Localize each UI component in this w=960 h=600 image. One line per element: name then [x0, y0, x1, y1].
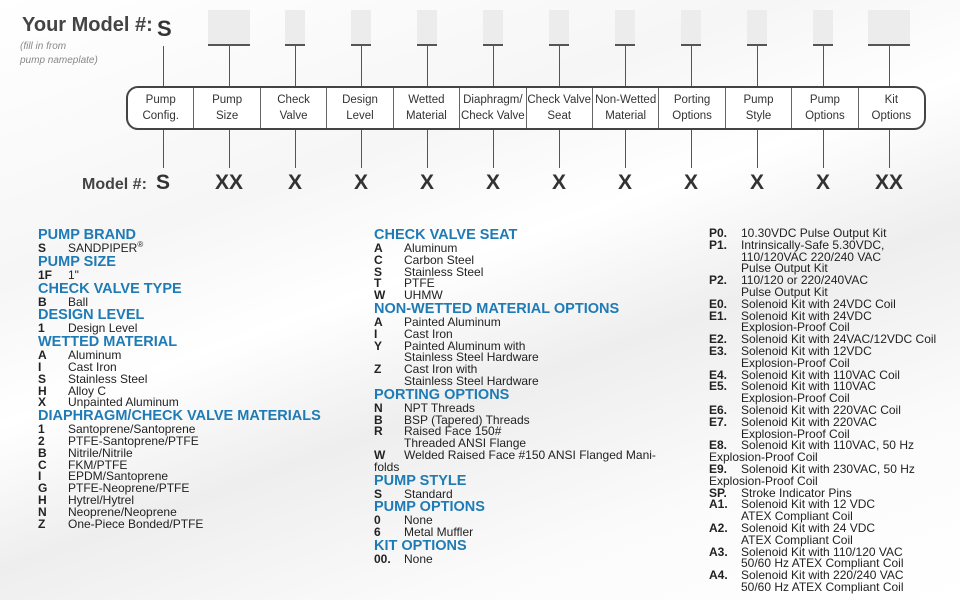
field-label-line-2: Options — [672, 110, 712, 122]
model-code: X — [287, 171, 302, 194]
field-cell — [859, 88, 924, 128]
option-desc: Stainless Steel Hardware — [404, 350, 539, 365]
field-label-line-1: Pump — [145, 94, 176, 106]
option-desc: Carbon Steel — [404, 252, 475, 267]
kit-option-code: A2. — [709, 520, 728, 535]
field-label — [277, 92, 310, 124]
model-code: X — [815, 171, 830, 194]
option-code: B — [38, 294, 47, 309]
option-row — [374, 373, 694, 388]
kit-option-desc: Solenoid Kit with 110VAC, 50 Hz — [741, 438, 914, 453]
option-desc: Aluminum — [68, 348, 122, 363]
kit-option-desc: Explosion-Proof Coil — [741, 391, 850, 406]
option-code: I — [38, 359, 42, 374]
kit-option-code: E0. — [709, 296, 728, 311]
model-field-bar — [126, 86, 926, 130]
option-desc: PTFE-Santoprene/PTFE — [68, 433, 199, 448]
option-desc: PTFE — [404, 276, 435, 291]
kit-option-desc: 110/120VAC 220/240 VAC — [741, 249, 882, 264]
option-desc: 1" — [68, 267, 79, 282]
option-code: B — [374, 412, 383, 427]
kit-option-desc: Solenoid Kit with 24VAC/12VDC Coil — [741, 332, 937, 347]
option-code: 1 — [38, 321, 45, 336]
field-label — [406, 92, 447, 124]
connector-line-top — [625, 46, 626, 86]
connector-line-bottom — [163, 130, 164, 168]
option-desc: Cast Iron — [404, 326, 453, 341]
field-label-line-1: Kit — [884, 94, 899, 106]
connector-line-top — [163, 46, 164, 86]
field-cell — [327, 88, 393, 128]
option-code: T — [374, 276, 382, 291]
field-label-line-1: Check — [277, 94, 310, 106]
field-label — [595, 92, 656, 124]
option-code: N — [374, 400, 383, 415]
option-code: A — [38, 348, 47, 363]
option-code: C — [38, 457, 47, 472]
section-title: KIT OPTIONS — [374, 537, 467, 554]
option-desc: Painted Aluminum with — [404, 338, 526, 353]
model-code: X — [617, 171, 632, 194]
section-title: PUMP OPTIONS — [374, 499, 485, 516]
option-desc: Welded Raised Face #150 ANSI Flanged Mani- — [404, 447, 656, 462]
option-code: C — [374, 252, 383, 267]
field-label-line-2: Level — [346, 110, 374, 122]
option-code: 1 — [38, 422, 45, 437]
fill-note — [20, 40, 98, 68]
option-desc: Stainless Steel — [68, 371, 148, 386]
option-code: A — [374, 241, 383, 255]
field-label — [212, 92, 242, 124]
kit-option-desc: Solenoid Kit with 220VAC — [741, 414, 877, 429]
connector-line-top — [559, 46, 560, 86]
kit-option-wrap-text: Explosion-Proof Coil — [709, 473, 818, 488]
field-cell — [659, 88, 725, 128]
option-code: N — [38, 504, 47, 519]
field-label-line-1: Design — [342, 94, 378, 106]
field-label-line-1: Porting — [673, 94, 711, 106]
option-desc: Cast Iron with — [404, 362, 478, 377]
field-cell — [194, 88, 260, 128]
field-label-line-1: Pump — [809, 94, 840, 106]
kit-option-code: P0. — [709, 226, 728, 240]
option-code: G — [38, 481, 48, 496]
option-row — [38, 516, 338, 531]
option-desc: None — [404, 513, 433, 528]
field-cell — [460, 88, 526, 128]
option-desc: SANDPIPER® — [68, 240, 144, 255]
kit-option-desc: Explosion-Proof Coil — [741, 320, 850, 335]
model-slot[interactable] — [483, 10, 503, 46]
section-title: PUMP BRAND — [38, 227, 137, 243]
option-desc: None — [404, 551, 433, 566]
model-slot[interactable] — [549, 10, 569, 46]
model-slot[interactable] — [417, 10, 437, 46]
field-label-line-2: Options — [805, 110, 845, 122]
kit-option-code: SP. — [709, 485, 727, 500]
option-code: S — [38, 241, 47, 255]
option-code: H — [38, 383, 47, 398]
option-desc: Metal Muffler — [404, 525, 474, 540]
kit-option-desc: Pulse Output Kit — [741, 284, 828, 299]
connector-line-bottom — [823, 130, 824, 168]
kit-option-desc: Solenoid Kit with 24VDC Coil — [741, 296, 896, 311]
model-slot[interactable] — [747, 10, 767, 46]
field-label-line-2: Size — [215, 110, 239, 122]
section-title: PUMP STYLE — [374, 472, 467, 489]
connector-line-bottom — [559, 130, 560, 168]
kit-option-desc: Explosion-Proof Coil — [741, 426, 850, 441]
model-number-label: Model #: — [82, 176, 147, 193]
kit-option-desc: 50/60 Hz ATEX Compliant Coil — [741, 579, 904, 594]
model-slot[interactable] — [351, 10, 371, 46]
field-cell — [593, 88, 659, 128]
kit-option-desc: Solenoid Kit with 220/240 VAC — [741, 568, 904, 583]
your-model-title: Your Model #: — [22, 14, 153, 36]
option-desc: Alloy C — [68, 383, 107, 398]
field-label-line-1: Wetted — [408, 94, 445, 106]
kit-option-code: E4. — [709, 367, 728, 382]
model-slot[interactable] — [208, 10, 250, 46]
model-code: X — [749, 171, 764, 194]
kit-option-code: E9. — [709, 461, 728, 476]
registered-mark: ® — [137, 240, 144, 249]
section-title: PUMP SIZE — [38, 253, 116, 270]
field-label-line-2: Config. — [142, 110, 179, 122]
kit-option-code: E7. — [709, 414, 728, 429]
kit-option-desc: Stroke Indicator Pins — [741, 485, 852, 500]
option-desc: EPDM/Santoprene — [68, 469, 169, 484]
field-label — [142, 92, 178, 124]
connector-line-bottom — [295, 130, 296, 168]
connector-line-top — [295, 46, 296, 86]
connector-line-top — [757, 46, 758, 86]
field-label — [461, 92, 525, 124]
kit-option-desc: Solenoid Kit with 110/120 VAC — [741, 544, 903, 559]
field-label-line-2: Seat — [547, 110, 572, 122]
section-title: CHECK VALVE SEAT — [374, 227, 518, 243]
field-label-line-1: Pump — [212, 94, 243, 106]
connector-line-top — [493, 46, 494, 86]
field-label-line-2: Material — [605, 110, 647, 122]
option-code: S — [38, 371, 47, 386]
field-cell — [394, 88, 460, 128]
field-cell — [726, 88, 792, 128]
option-code: W — [374, 447, 386, 462]
option-code: S — [374, 264, 383, 279]
kit-option-desc: 50/60 Hz ATEX Compliant Coil — [741, 556, 904, 571]
kit-option-desc: Solenoid Kit with 12 VDC — [741, 497, 876, 512]
field-label-line-1: Non-Wetted — [595, 94, 657, 106]
option-row — [38, 267, 338, 282]
option-code: W — [374, 288, 386, 303]
model-code: XX — [874, 171, 903, 194]
option-code: Y — [374, 338, 383, 353]
field-label-line-2: Options — [871, 110, 912, 122]
field-label — [872, 92, 912, 124]
model-code: X — [353, 171, 368, 194]
kit-option-desc: Solenoid Kit with 24VDC — [741, 308, 872, 323]
option-code: S — [374, 486, 383, 501]
kit-option-desc: ATEX Compliant Coil — [741, 532, 853, 547]
field-label-line-2: Check Valve — [460, 110, 525, 122]
option-desc: Nitrile/Nitrile — [68, 445, 133, 460]
kit-option-code: A3. — [709, 544, 728, 559]
kit-option-desc: Solenoid Kit with 110VAC Coil — [741, 367, 900, 382]
connector-line-bottom — [493, 130, 494, 168]
option-desc: Hytrel/Hytrel — [68, 492, 135, 507]
kit-option-code: E3. — [709, 343, 728, 358]
kit-option-desc: Solenoid Kit with 230VAC, 50 Hz — [741, 461, 915, 476]
section-title: DESIGN LEVEL — [38, 307, 145, 324]
option-code: H — [38, 492, 47, 507]
model-slot[interactable] — [681, 10, 701, 46]
connector-line-top — [427, 46, 428, 86]
option-row — [374, 447, 694, 462]
option-desc: Raised Face 150# — [404, 424, 502, 439]
kit-option-desc: Explosion-Proof Coil — [741, 355, 850, 370]
field-cell — [792, 88, 858, 128]
connector-line-bottom — [361, 130, 362, 168]
section-title: NON-WETTED MATERIAL OPTIONS — [374, 300, 620, 317]
option-code: 00. — [374, 551, 391, 566]
kit-option-code: E2. — [709, 332, 728, 347]
option-code: 0 — [374, 513, 381, 528]
left-options-column — [38, 228, 338, 530]
option-code: 2 — [38, 433, 45, 448]
middle-options-column — [374, 228, 694, 566]
model-slot[interactable] — [285, 10, 305, 46]
connector-line-bottom — [757, 130, 758, 168]
model-slot[interactable] — [615, 10, 635, 46]
connector-line-top — [361, 46, 362, 86]
option-desc: Neoprene/Neoprene — [68, 504, 177, 519]
field-label-line-2: Material — [405, 110, 447, 122]
section-title: DIAPHRAGM/CHECK VALVE MATERIALS — [38, 408, 321, 425]
section-title: CHECK VALVE TYPE — [38, 280, 182, 297]
kit-option-code: E1. — [709, 308, 728, 323]
kit-option-code — [709, 252, 741, 264]
option-code — [374, 376, 404, 388]
connector-line-top — [229, 46, 230, 86]
model-slot[interactable] — [813, 10, 833, 46]
option-desc: UHMW — [404, 288, 443, 303]
kit-option-wrap-text: Explosion-Proof Coil — [709, 450, 818, 465]
section-title: WETTED MATERIAL — [38, 334, 178, 351]
model-code: X — [683, 171, 698, 194]
kit-option-code: P2. — [709, 273, 728, 288]
option-desc: Stainless Steel Hardware — [404, 373, 539, 388]
option-code: I — [374, 326, 378, 341]
field-label-line-1: Diaphragm/ — [463, 94, 523, 106]
fill-note-line-2: pump nameplate) — [20, 55, 98, 66]
connector-line-top — [889, 46, 890, 86]
field-label — [743, 92, 773, 124]
option-desc: Painted Aluminum — [404, 314, 501, 329]
option-desc: Cast Iron — [68, 359, 117, 374]
option-desc: NPT Threads — [404, 400, 475, 415]
option-code: A — [374, 314, 383, 329]
model-code: XX — [214, 171, 243, 194]
kit-option-code — [709, 582, 741, 594]
kit-options-list — [709, 228, 957, 594]
model-code: X — [419, 171, 434, 194]
field-cell — [261, 88, 327, 128]
kit-option-desc: Solenoid Kit with 12VDC — [741, 343, 872, 358]
field-cell — [527, 88, 593, 128]
kit-option-desc: 10.30VDC Pulse Output Kit — [741, 226, 887, 240]
option-desc: One-Piece Bonded/PTFE — [68, 516, 204, 531]
option-desc: Threaded ANSI Flange — [404, 436, 527, 451]
option-desc: Ball — [68, 294, 89, 309]
field-label — [527, 92, 591, 124]
field-label — [342, 92, 378, 124]
kit-option-desc: Intrinsically-Safe 5.30VDC, — [741, 237, 885, 252]
model-slot[interactable] — [868, 10, 910, 46]
kit-option-code: A4. — [709, 568, 728, 583]
model-code: X — [551, 171, 566, 194]
kit-option-desc: Pulse Output Kit — [741, 261, 828, 276]
kit-option-code: A1. — [709, 497, 728, 512]
kit-option-desc: Solenoid Kit with 220VAC Coil — [741, 402, 901, 417]
model-code: X — [485, 171, 500, 194]
option-desc: Design Level — [68, 321, 138, 336]
connector-line-bottom — [625, 130, 626, 168]
option-wrap-text: folds — [374, 459, 400, 474]
option-code: Z — [374, 362, 382, 377]
connector-line-bottom — [691, 130, 692, 168]
option-code: 1F — [38, 267, 53, 282]
option-code: Z — [38, 516, 46, 531]
kit-option-code: E5. — [709, 379, 728, 394]
field-label — [805, 92, 845, 124]
field-label-line-2: Valve — [279, 110, 308, 122]
field-label-line-1: Pump — [743, 94, 774, 106]
option-code: R — [374, 424, 383, 439]
connector-line-top — [691, 46, 692, 86]
option-desc: Santoprene/Santoprene — [68, 422, 196, 437]
kit-option-code: P1. — [709, 237, 728, 252]
option-desc: Aluminum — [404, 241, 458, 255]
option-code: 6 — [374, 525, 381, 540]
option-desc: BSP (Tapered) Threads — [404, 412, 530, 427]
option-code: B — [38, 445, 47, 460]
option-desc: PTFE-Neoprene/PTFE — [68, 481, 190, 496]
option-desc: Standard — [404, 486, 453, 501]
kit-option-code: E6. — [709, 402, 728, 417]
field-label — [672, 92, 712, 124]
model-first-character: S — [157, 16, 172, 41]
connector-line-top — [823, 46, 824, 86]
kit-option-desc: 110/120 or 220/240VAC — [741, 273, 868, 288]
option-code: X — [38, 395, 47, 410]
field-label-line-1: Check Valve — [527, 94, 592, 106]
option-row — [374, 551, 694, 566]
option-desc: Unpainted Aluminum — [68, 395, 179, 410]
model-code: S — [155, 171, 170, 194]
field-label-line-2: Style — [745, 110, 772, 122]
option-code: I — [38, 469, 42, 484]
section-title: PORTING OPTIONS — [374, 386, 510, 403]
kit-option-desc: Solenoid Kit with 110VAC — [741, 379, 876, 394]
connector-line-bottom — [889, 130, 890, 168]
connector-line-bottom — [229, 130, 230, 168]
fill-note-line-1: (fill in from — [20, 41, 67, 52]
kit-option-row — [709, 579, 957, 594]
kit-option-desc: Solenoid Kit with 24 VDC — [741, 520, 876, 535]
option-desc: FKM/PTFE — [68, 457, 128, 472]
field-cell — [128, 88, 194, 128]
connector-line-bottom — [427, 130, 428, 168]
kit-option-code: E8. — [709, 438, 728, 453]
kit-option-desc: ATEX Compliant Coil — [741, 509, 853, 524]
option-desc: Stainless Steel — [404, 264, 484, 279]
